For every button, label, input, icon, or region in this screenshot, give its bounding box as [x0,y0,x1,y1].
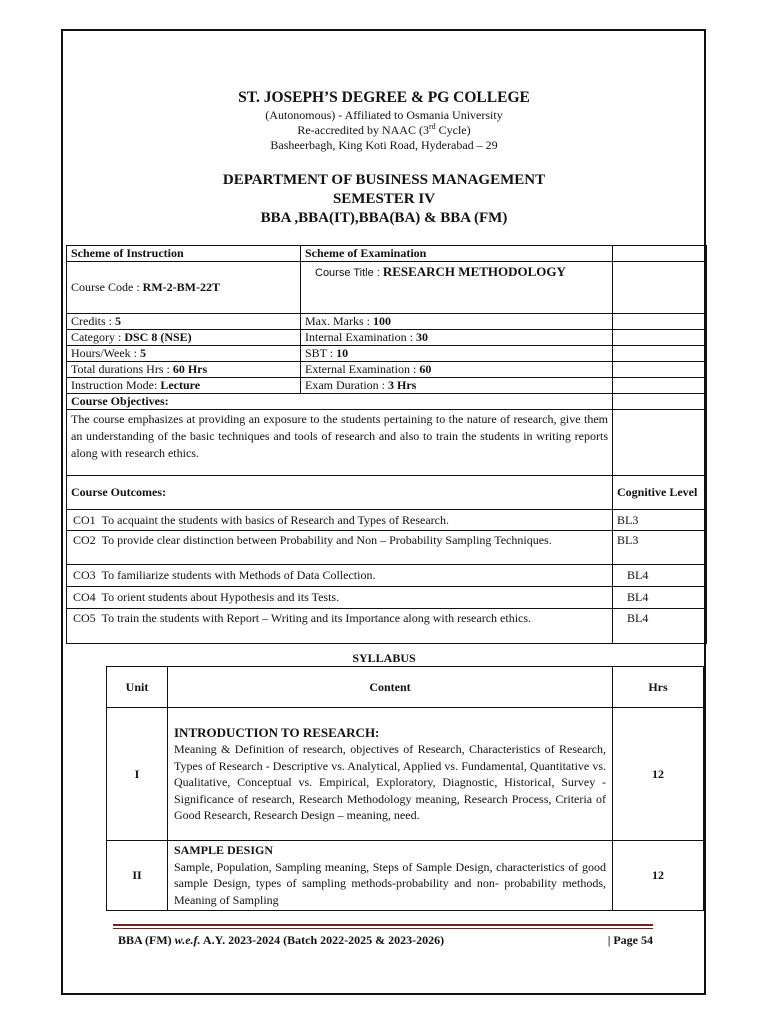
outcome-row: CO4 To orient students about Hypothesis and its Tests. [67,587,613,609]
outcome-level: BL4 [613,565,707,587]
internal-exam-cell: Internal Examination : 30 [301,330,613,346]
exam-duration-cell: Exam Duration : 3 Hrs [301,378,613,394]
address-line: Basheerbagh, King Koti Road, Hyderabad – 29 [270,138,498,152]
footer-rule-thin [113,928,653,929]
outcome-level: BL3 [613,510,707,531]
hrs-header: Hrs [613,667,704,708]
course-title: RESEARCH METHODOLOGY [382,264,566,279]
total-duration-cell: Total durations Hrs : 60 Hrs [67,362,301,378]
empty-cell [613,394,707,410]
footer-wef: w.e.f. [174,933,201,947]
credits-cell: Credits : 5 [67,314,301,330]
course-title-cell [301,262,613,314]
outcome-level: BL4 [613,609,707,644]
accreditation-cycle: Cycle) [435,123,471,137]
syllabus-title: SYLLABUS [352,651,416,665]
footer-program: BBA (FM) [118,933,175,947]
scheme-exam-heading: Scheme of Examination [301,246,613,262]
outcome-row: CO5 To train the students with Report – Writing and its Importance along with research ethics. [67,609,613,644]
college-name: ST. JOSEPH’S DEGREE & PG COLLEGE [238,89,530,106]
accreditation-sup: rd [428,122,436,131]
course-code-cell [67,262,301,314]
affiliation-line: (Autonomous) - Affiliated to Osmania University [265,108,503,122]
outcome-level: BL3 [613,531,707,565]
accreditation-line [0,123,768,138]
course-title-label: Course Title : [315,267,380,279]
outcomes-heading: Course Outcomes: [67,476,613,510]
category-cell: Category : DSC 8 (NSE) [67,330,301,346]
content-header: Content [168,667,613,708]
page-footer [118,933,653,948]
unit-heading: INTRODUCTION TO RESEARCH: [174,724,380,740]
empty-cell [613,346,707,362]
footer-rule [113,924,653,926]
programs-title: BBA ,BBA(IT),BBA(BA) & BBA (FM) [260,210,508,226]
empty-cell [613,362,707,378]
unit-hrs: 12 [613,841,704,911]
scheme-instruction-heading: Scheme of Instruction [67,246,301,262]
unit-number: II [107,841,168,911]
course-code-label: Course Code : [71,280,140,294]
unit-content [168,708,613,841]
semester-title: SEMESTER IV [332,191,436,207]
unit-header: Unit [107,667,168,708]
hours-week-cell: Hours/Week : 5 [67,346,301,362]
objectives-heading: Course Objectives: [67,394,613,410]
empty-cell [613,262,707,314]
outcome-row: CO1 To acquaint the students with basics of Research and Types of Research. [67,510,613,531]
external-exam-cell: External Examination : 60 [301,362,613,378]
empty-cell [613,410,707,476]
outcome-row: CO3 To familiarize students with Methods of Data Collection. [67,565,613,587]
unit-body: Meaning & Definition of research, objectives of Research, Characteristics of Research, Types of Research - Descriptive vs. Analytical, Applied vs. Fundamental, Quantitative vs. Qualitative, Conceptual vs. Empirical, Exploratory, Diagnostic, Historical, Survey - Significance of research, Research Methodology meaning, Research Process, Criteria of Good Research, Research Design – meaning, need. [174,742,606,822]
unit-hrs: 12 [613,708,704,841]
objectives-text: The course emphasizes at providing an exposure to the students pertaining to the nature of research, give them an understanding of the basic techniques and tools of research and also to train the students in writing reports along with research ethics. [67,410,613,476]
instruction-mode-cell: Instruction Mode: Lecture [67,378,301,394]
unit-number: I [107,708,168,841]
empty-cell [613,314,707,330]
department-title: DEPARTMENT OF BUSINESS MANAGEMENT [222,172,546,188]
outcome-level: BL4 [613,587,707,609]
footer-batch: A.Y. 2023-2024 (Batch 2022-2025 & 2023-2026) [200,933,445,947]
page-number: | Page 54 [607,933,653,947]
course-code: RM-2-BM-22T [142,280,220,294]
unit-content [168,841,613,911]
empty-cell [613,330,707,346]
accreditation-text: Re-accredited by NAAC (3 [297,123,429,137]
syllabus-table [106,666,704,911]
empty-cell [613,378,707,394]
max-marks-cell: Max. Marks : 100 [301,314,613,330]
cognitive-level-heading: Cognitive Level [613,476,707,510]
unit-heading: SAMPLE DESIGN [174,843,274,857]
unit-body: Sample, Population, Sampling meaning, Steps of Sample Design, characteristics of good sample Design, types of sampling methods-probability and non- probability methods, Meaning of Sampling [174,859,606,907]
sbt-cell: SBT : 10 [301,346,613,362]
empty-cell [613,246,707,262]
scheme-table [66,245,707,644]
outcome-row: CO2 To provide clear distinction between Probability and Non – Probability Sampling Techniques. [67,531,613,565]
